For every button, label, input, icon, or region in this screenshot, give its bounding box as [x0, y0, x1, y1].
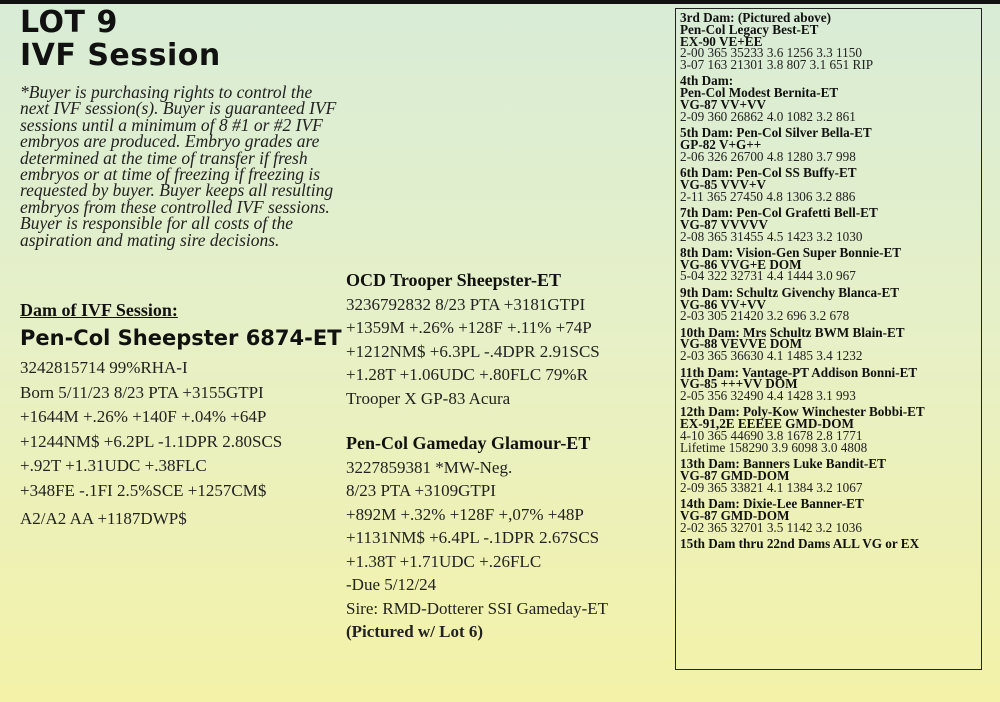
dam-detail-line: +.92T +1.31UDC +.38FLC — [20, 456, 207, 475]
pedigree-heading-line: 3rd Dam: (Pictured above) — [680, 10, 832, 25]
pedigree-heading-line: VG-85 +++VV DOM — [680, 376, 798, 392]
pedigree-heading-line: EX-90 VE+EE — [680, 33, 763, 49]
pedigree-record-line: 2-11 365 27450 4.8 1306 3.2 886 — [680, 188, 856, 204]
top-border — [0, 0, 1000, 4]
mgd-detail-line: +892M +.32% +128F +,07% +48P — [346, 504, 584, 524]
pedigree-heading-line: 4th Dam: — [680, 73, 734, 89]
dam-detail-line: +1244NM$ +6.2PL -1.1DPR 2.80SCS — [20, 431, 283, 451]
pedigree-record-line: 2-03 305 21420 3.2 696 3.2 678 — [680, 308, 850, 324]
dam-name: Pen-Col Sheepster 6874-ET — [20, 326, 342, 350]
pedigree-heading-line: 5th Dam: Pen-Col Silver Bella-ET — [680, 125, 872, 141]
pedigree-heading-line: EX-91,2E EEEEE GMD-DOM — [680, 416, 855, 432]
pedigree-entry — [680, 167, 977, 202]
pedigree-record-line: 4-10 365 44690 3.8 1678 2.8 1771 — [680, 428, 863, 443]
lot-number: LOT 9 — [20, 5, 118, 40]
mgd-detail-line: -Due 5/12/24 — [346, 575, 437, 594]
pedigree-heading-line: VG-87 GMD-DOM — [680, 507, 790, 523]
pedigree-entry — [680, 324, 977, 364]
buyer-disclaimer: *Buyer is purchasing rights to control the next IVF session(s). Buyer is guaranteed IVF sessions until a minimum of 8 #1 or #2 IVF embryos are produced. Embryo grades are determined at the time of transfer if fresh embryos or at time of freezing if freezing is requested by buyer. Buyer keeps all resulting embryos from these controlled IVF sessions. Buyer is responsible for all costs of the aspiration and mating sire decisions. — [20, 82, 337, 250]
dam-detail-line: 3242815714 99%RHA-I — [20, 358, 188, 377]
pedigree-heading-line: VG-86 VV+VV — [680, 296, 767, 312]
dam-details — [20, 356, 340, 532]
dam-header: Dam of IVF Session: — [20, 300, 178, 320]
sire-name: OCD Trooper Sheepster-ET — [346, 270, 561, 290]
pedigree-entry — [680, 75, 977, 122]
mgd-detail-line: Sire: RMD-Dotterer SSI Gameday-ET — [346, 598, 609, 618]
pedigree-entry — [680, 364, 977, 404]
pedigree-record-line: 2-09 360 26862 4.0 1082 3.2 861 — [680, 108, 856, 124]
sire-detail-line: Trooper X GP-83 Acura — [346, 388, 511, 408]
pedigree-heading-line: 15th Dam thru 22nd Dams ALL VG or EX — [680, 535, 920, 551]
pedigree-entry — [680, 406, 977, 453]
pedigree-record-line: Lifetime 158290 3.9 6098 3.0 4808 — [680, 439, 868, 455]
mgd-detail-line: 8/23 PTA +3109GTPI — [346, 481, 496, 500]
pedigree-entry — [680, 12, 977, 71]
pedigree-heading-line: VG-87 GMD-DOM — [680, 467, 790, 483]
pedigree-record-line: 3-07 163 21301 3.8 807 3.1 651 RIP — [680, 57, 874, 73]
pedigree-entry — [680, 535, 977, 551]
mgd-name: Pen-Col Gameday Glamour-ET — [346, 433, 591, 453]
pedigree-record-line: 2-09 365 33821 4.1 1384 3.2 1067 — [680, 479, 863, 495]
pedigree-heading-line: 11th Dam: Vantage-PT Addison Bonni-ET — [680, 364, 918, 380]
pedigree-record-line: 5-04 322 32731 4.4 1444 3.0 967 — [680, 268, 856, 284]
pedigree-heading-line: 7th Dam: Pen-Col Grafetti Bell-ET — [680, 204, 878, 220]
pedigree-heading-line: GP-82 V+G++ — [680, 136, 762, 152]
mgd-picture-note: (Pictured w/ Lot 6) — [346, 622, 484, 641]
pedigree-record-line: 2-00 365 35233 3.6 1256 3.3 1150 — [680, 45, 862, 61]
pedigree-heading-line: 13th Dam: Banners Luke Bandit-ET — [680, 456, 886, 472]
mgd-detail-line: 3227859381 *MW-Neg. — [346, 457, 513, 477]
maternal-granddam-block — [346, 432, 671, 644]
pedigree-heading-line: VG-88 VEVVE DOM — [680, 336, 803, 352]
pedigree-heading-line: 9th Dam: Schultz Givenchy Blanca-ET — [680, 284, 900, 300]
pedigree-entry — [680, 458, 977, 493]
pedigree-record-line: 2-08 365 31455 4.5 1423 3.2 1030 — [680, 228, 863, 244]
dam-detail-line: +348FE -.1FI 2.5%SCE +1257CM$ — [20, 480, 267, 500]
dam-detail-line: A2/A2 AA +1187DWP$ — [20, 509, 187, 528]
pedigree-heading-line: VG-87 VVVVV — [680, 216, 769, 232]
pedigree-entry — [680, 127, 977, 162]
pedigree-heading-line: Pen-Col Legacy Best-ET — [680, 21, 819, 37]
pedigree-record-line: 2-05 356 32490 4.4 1428 3.1 993 — [680, 388, 856, 404]
mgd-detail-line: +1.38T +1.71UDC +.26FLC — [346, 551, 542, 571]
mgd-detail-line: +1131NM$ +6.4PL -.1DPR 2.67SCS — [346, 528, 600, 547]
pedigree-record-line: 2-02 365 32701 3.5 1142 3.2 1036 — [680, 519, 862, 535]
pedigree-entry — [680, 284, 977, 324]
sire-block — [346, 269, 671, 410]
sire-detail-line: +1212NM$ +6.3PL -.4DPR 2.91SCS — [346, 341, 600, 361]
sire-detail-line: 3236792832 8/23 PTA +3181GTPI — [346, 294, 586, 314]
pedigree-heading-line: 8th Dam: Vision-Gen Super Bonnie-ET — [680, 244, 902, 260]
pedigree-record-line: 2-06 326 26700 4.8 1280 3.7 998 — [680, 148, 856, 164]
pedigree-box — [675, 8, 982, 670]
pedigree-entry — [680, 244, 977, 284]
sire-detail-line: +1359M +.26% +128F +.11% +74P — [346, 318, 592, 337]
pedigree-heading-line: 14th Dam: Dixie-Lee Banner-ET — [680, 495, 864, 511]
sire-detail-line: +1.28T +1.06UDC +.80FLC 79%R — [346, 365, 588, 384]
pedigree-heading-line: 12th Dam: Poly-Kow Winchester Bobbi-ET — [680, 404, 925, 420]
lot-subtitle: IVF Session — [20, 38, 221, 73]
pedigree-heading-line: 10th Dam: Mrs Schultz BWM Blain-ET — [680, 324, 905, 340]
dam-detail-line: Born 5/11/23 8/23 PTA +3155GTPI — [20, 382, 264, 402]
pedigree-record-line: 2-03 365 36630 4.1 1485 3.4 1232 — [680, 348, 863, 364]
pedigree-entry — [680, 204, 977, 244]
lot-title — [20, 6, 221, 72]
pedigree-entry — [680, 495, 977, 535]
pedigree-heading-line: VG-86 VVG+E DOM — [680, 256, 802, 272]
pedigree-heading-line: VG-87 VV+VV — [680, 97, 767, 113]
pedigree-heading-line: Pen-Col Modest Bernita-ET — [680, 85, 839, 101]
pedigree-heading-line: VG-85 VVV+V — [680, 176, 767, 192]
dam-detail-line: +1644M +.26% +140F +.04% +64P — [20, 407, 267, 426]
pedigree-heading-line: 6th Dam: Pen-Col SS Buffy-ET — [680, 165, 857, 181]
